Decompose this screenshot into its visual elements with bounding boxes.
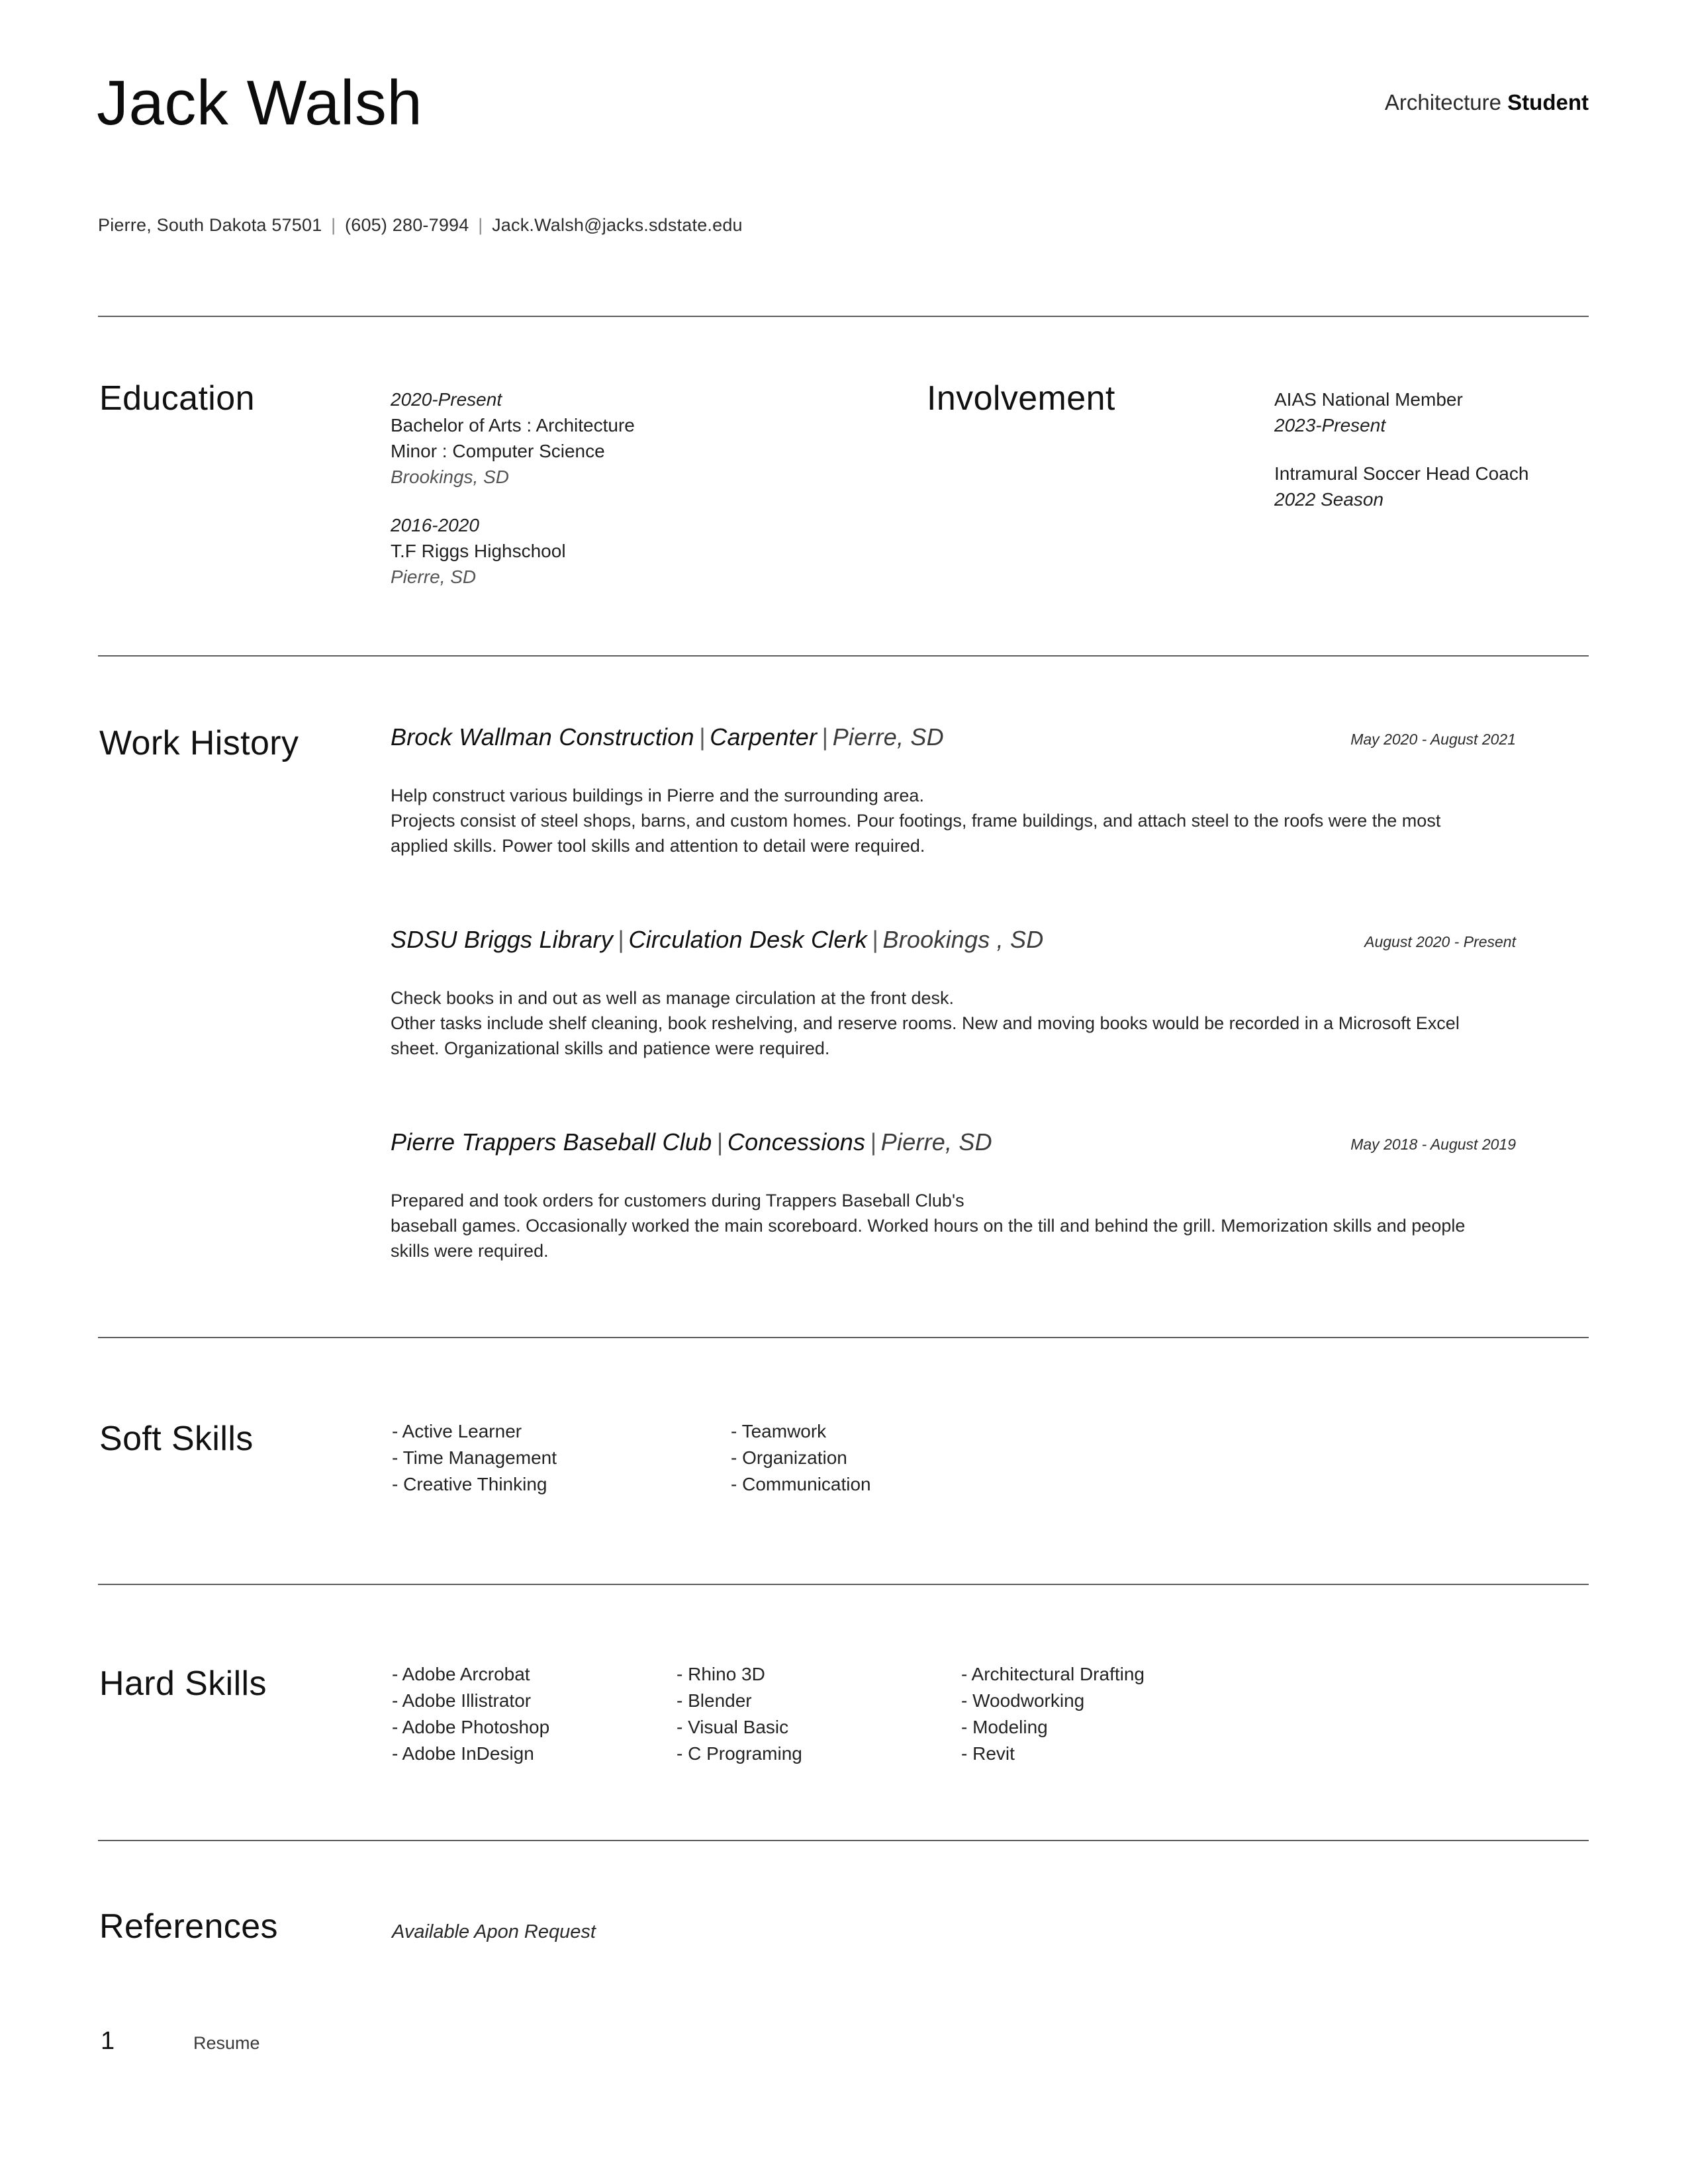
last-name: Walsh	[246, 68, 423, 138]
divider-work-history	[98, 1337, 1589, 1338]
education-location: Brookings, SD	[391, 467, 509, 487]
education-entry	[391, 387, 894, 490]
job-location: Pierre, SD	[880, 1128, 992, 1156]
footer-label: Resume	[193, 2033, 260, 2053]
job-header	[391, 723, 1589, 752]
education-entry	[391, 512, 894, 590]
education-school: T.F Riggs Highschool	[391, 541, 566, 561]
hard-skill-item: - Revit	[961, 1743, 1015, 1764]
hard-skill-item: - Rhino 3D	[677, 1664, 765, 1684]
job-employer: Brock Wallman Construction	[391, 723, 694, 751]
section-title-education: Education	[99, 379, 255, 418]
involvement-entries	[1274, 387, 1559, 512]
hard-skill-item: - Modeling	[961, 1717, 1048, 1737]
hard-skill-item: - Visual Basic	[677, 1717, 789, 1737]
job-header	[391, 1128, 1589, 1158]
contact-line	[98, 215, 743, 236]
contact-separator-1: |	[331, 215, 336, 235]
references-text: Available Apon Request	[392, 1921, 596, 1942]
section-title-involvement: Involvement	[927, 379, 1115, 418]
hard-skill-item: - C Programing	[677, 1743, 802, 1764]
hard-skills-column	[961, 1661, 1246, 1767]
hard-skill-item: - Blender	[677, 1690, 752, 1711]
divider-hard-skills	[98, 1840, 1589, 1841]
job-title-line: Pierre Trappers Baseball Club | Concessions | Pierre, SD	[391, 1128, 992, 1156]
hard-skill-item: - Adobe Illistrator	[392, 1690, 532, 1711]
work-history-item	[391, 723, 1589, 858]
education-dates: 2020-Present	[391, 389, 502, 410]
page-number: 1	[101, 2027, 115, 2055]
section-title-work-history: Work History	[99, 724, 299, 762]
job-description: Prepared and took orders for customers during Trappers Baseball Club's baseball games. Occasionally worked the main scoreboard. Worked hours on the till and behind the grill. Memorization skills and people skills were required.	[391, 1191, 1466, 1261]
hard-skill-item: - Adobe InDesign	[392, 1743, 534, 1764]
page-title	[97, 68, 423, 138]
involvement-name: AIAS National Member	[1274, 389, 1463, 410]
job-dates: May 2018 - August 2019	[1350, 1136, 1516, 1153]
job-description: Help construct various buildings in Pierre and the surrounding area. Projects consist of steel shops, barns, and custom homes. Pour footings, frame buildings, and attach steel to the roofs were the most applied skills. Power tool skills and attention to detail were required.	[391, 786, 1441, 856]
contact-phone: (605) 280-7994	[345, 215, 469, 235]
work-history-item	[391, 926, 1589, 1061]
divider-education	[98, 655, 1589, 657]
job-position: Carpenter	[710, 723, 818, 751]
role-headline	[1385, 91, 1589, 113]
job-employer: Pierre Trappers Baseball Club	[391, 1128, 712, 1156]
soft-skill-item: - Time Management	[392, 1447, 557, 1468]
soft-skill-item: - Teamwork	[731, 1421, 827, 1441]
soft-skills-column	[392, 1418, 731, 1498]
soft-skills-column	[731, 1418, 1070, 1498]
education-location: Pierre, SD	[391, 567, 477, 587]
work-history-item	[391, 1128, 1589, 1263]
hard-skills-column	[392, 1661, 677, 1767]
soft-skill-item: - Creative Thinking	[392, 1474, 547, 1494]
involvement-dates: 2023-Present	[1274, 415, 1386, 435]
job-dates: August 2020 - Present	[1364, 933, 1516, 950]
role-main: Student	[1507, 90, 1589, 114]
divider-soft-skills	[98, 1584, 1589, 1585]
job-title-line: Brock Wallman Construction | Carpenter | Pierre, SD	[391, 723, 944, 751]
involvement-entry	[1274, 387, 1559, 438]
education-dates: 2016-2020	[391, 515, 479, 535]
section-title-hard-skills: Hard Skills	[99, 1664, 267, 1703]
job-location: Pierre, SD	[832, 723, 944, 751]
soft-skill-item: - Communication	[731, 1474, 871, 1494]
first-name: Jack	[97, 68, 229, 138]
job-header	[391, 926, 1589, 955]
hard-skill-item: - Woodworking	[961, 1690, 1085, 1711]
role-prefix: Architecture	[1384, 90, 1501, 114]
contact-email[interactable]: Jack.Walsh@jacks.sdstate.edu	[492, 215, 743, 235]
job-position: Concessions	[727, 1128, 866, 1156]
section-title-soft-skills: Soft Skills	[99, 1420, 254, 1458]
involvement-dates: 2022 Season	[1274, 489, 1384, 510]
job-position: Circulation Desk Clerk	[628, 926, 867, 953]
involvement-name: Intramural Soccer Head Coach	[1274, 463, 1529, 484]
section-title-references: References	[99, 1907, 278, 1946]
job-employer: SDSU Briggs Library	[391, 926, 613, 953]
divider-header	[98, 316, 1589, 317]
hard-skill-item: - Architectural Drafting	[961, 1664, 1145, 1684]
job-dates: May 2020 - August 2021	[1350, 731, 1516, 748]
education-degree: Bachelor of Arts : Architecture	[391, 415, 635, 435]
job-location: Brookings , SD	[882, 926, 1044, 953]
hard-skill-item: - Adobe Photoshop	[392, 1717, 550, 1737]
work-history-list	[391, 723, 1589, 1263]
hard-skills-columns	[392, 1661, 1246, 1767]
soft-skill-item: - Organization	[731, 1447, 847, 1468]
hard-skill-item: - Adobe Arcrobat	[392, 1664, 530, 1684]
job-title-line: SDSU Briggs Library | Circulation Desk Clerk | Brookings , SD	[391, 926, 1044, 953]
hard-skills-column	[677, 1661, 961, 1767]
involvement-entry	[1274, 461, 1559, 512]
job-description: Check books in and out as well as manage circulation at the front desk. Other tasks include shelf cleaning, book reshelving, and reserve rooms. New and moving books would be recorded in a Microsoft Excel sheet. Organizational skills and patience were required.	[391, 988, 1460, 1058]
education-entries	[391, 387, 894, 590]
contact-separator-2: |	[478, 215, 483, 235]
education-minor: Minor : Computer Science	[391, 441, 605, 461]
soft-skills-columns	[392, 1418, 1070, 1498]
soft-skill-item: - Active Learner	[392, 1421, 522, 1441]
contact-location: Pierre, South Dakota 57501	[98, 215, 322, 235]
